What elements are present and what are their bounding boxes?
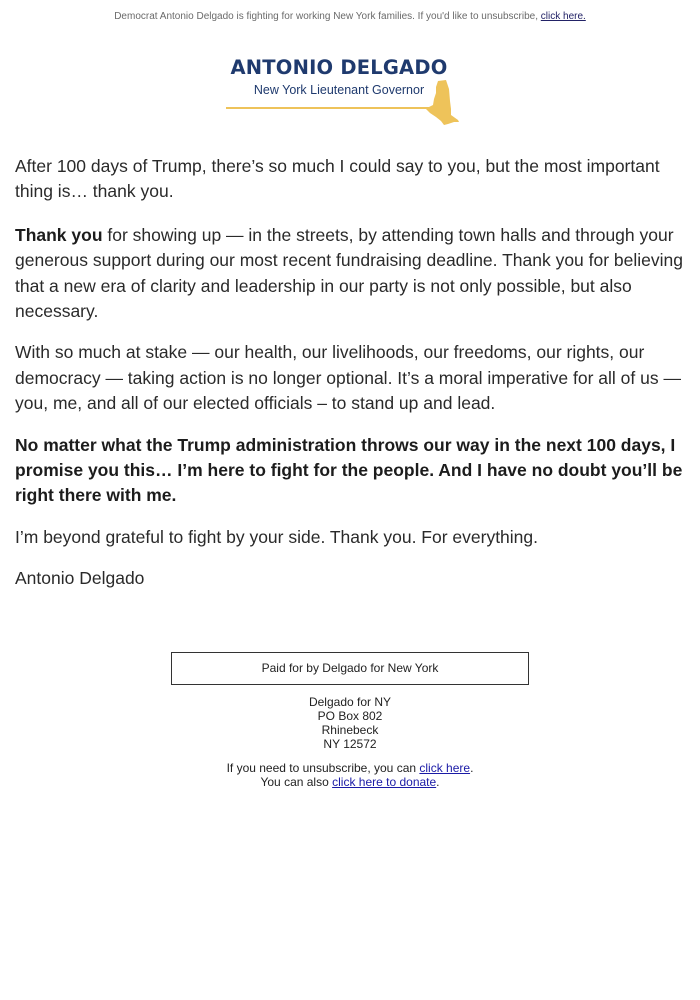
address-line: Delgado for NY [308,694,392,709]
paragraph-grateful: I’m beyond grateful to fight by your side. Thank you. For everything. [15,526,539,547]
address-line: Rhinebeck [321,723,379,738]
paragraph-stakes: With so much at stake — our health, our livelihoods, our freedoms, our rights, our democracy — taking action is no longer optional. It’s a moral imperative for all of us — you, me, and all of our elected officials – to stand up and lead. [15,342,681,414]
paragraph-intro: After 100 days of Trump, there’s so much I could say to you, but the most important thing is… thank you. [15,156,660,202]
unsubscribe-text: If you need to unsubscribe, you can [226,760,420,775]
donate-line [0,775,700,789]
thank-you-bold: Thank you [15,224,103,245]
donate-period: . [436,774,440,789]
logo-name: ANTONIO DELGADO [230,56,448,79]
unsubscribe-period: . [470,760,474,775]
preheader-text: Democrat Antonio Delgado is fighting for working New York families. If you'd like to unsubscribe, [114,11,541,22]
unsubscribe-link[interactable]: click here [419,760,471,775]
paid-for-disclaimer: Paid for by Delgado for New York [171,652,529,685]
paragraph-thank-you [15,223,685,325]
address-line: NY 12572 [323,737,377,752]
preheader-unsubscribe-link[interactable]: click here. [540,11,586,22]
donate-link[interactable]: click here to donate [332,774,437,789]
logo-subtitle: New York Lieutenant Governor [253,83,425,97]
logo-underline [226,107,441,109]
email-footer [0,652,700,789]
email-body [0,154,700,592]
new-york-state-map-icon [424,79,460,131]
paragraph-promise: No matter what the Trump administration throws our way in the next 100 days, I promise you this… I’m here to fight for the people. And I have no doubt you’ll be right there with me. [15,434,683,506]
campaign-logo [219,56,479,134]
unsubscribe-line [0,761,700,775]
preheader [0,0,700,26]
address-line: PO Box 802 [317,708,383,723]
thank-you-text: for showing up — in the streets, by attending town halls and through your generous support during our most recent fundraising deadline. Thank you for believing that a new era of clarity and leadership in our party is not only possible, but also necessary. [15,224,684,322]
signature: Antonio Delgado [15,568,145,589]
mailing-address [0,695,700,752]
footer-links [0,761,700,789]
donate-text: You can also [260,774,333,789]
